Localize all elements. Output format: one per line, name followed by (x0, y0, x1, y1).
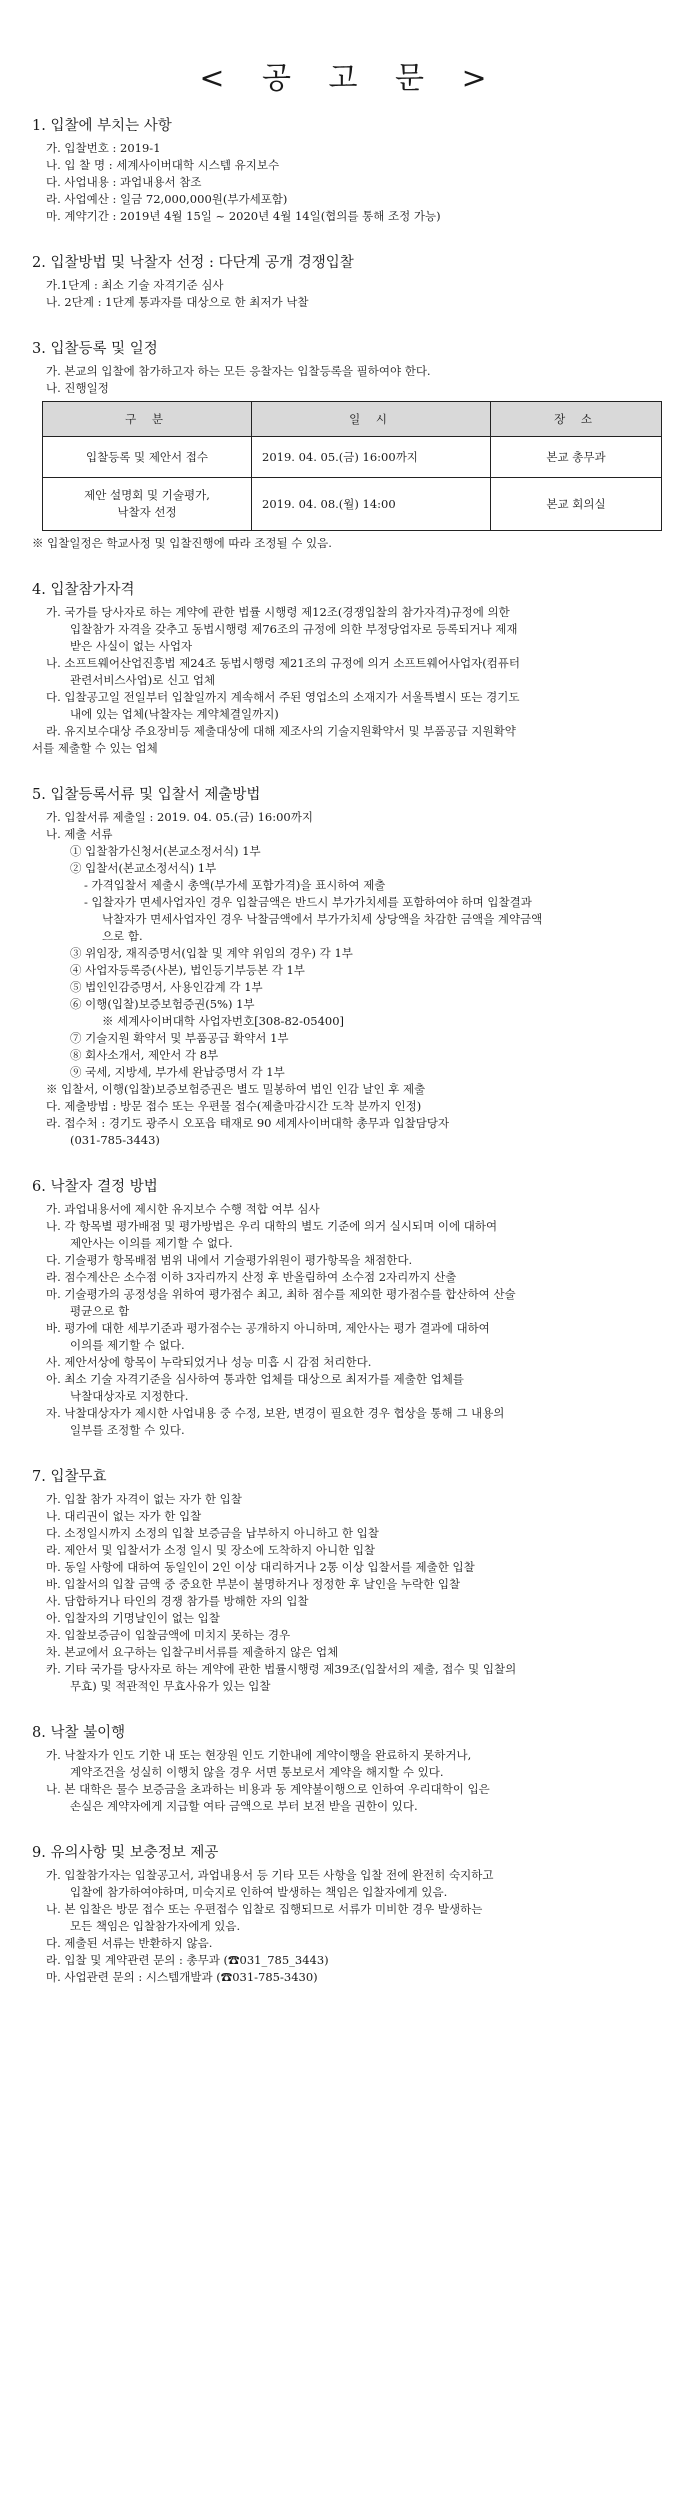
section-title: 1. 입찰에 부치는 사항 (32, 118, 172, 134)
table-header-cell: 일 시 (252, 402, 491, 437)
document-item: ⑧ 회사소개서, 제안서 각 8부 (70, 1048, 219, 1062)
list-item: 나. 본 대학은 물수 보증금을 초과하는 비용과 동 계약불이행으로 인하여 우리대학이 입은 (46, 1782, 490, 1796)
section-title: 9. 유의사항 및 보충정보 제공 (32, 1845, 219, 1861)
list-item: 가. 입찰서류 제출일 : 2019. 04. 05.(금) 16:00까지 (46, 810, 313, 824)
list-item: 나. 본 입찰은 방문 접수 또는 우편접수 입찰로 집행되므로 서류가 미비한 경우 발생하는 (46, 1902, 483, 1916)
list-item: 마. 계약기간 : 2019년 4월 15일 ~ 2020년 4월 14일(협의를 통해 조정 가능) (46, 209, 441, 223)
list-item: 마. 동일 사항에 대하여 동일인이 2인 이상 대리하거나 2통 이상 입찰서를 제출한 입찰 (46, 1560, 475, 1574)
section-title: 5. 입찰등록서류 및 입찰서 제출방법 (32, 787, 261, 803)
table-header-cell: 장 소 (491, 402, 662, 437)
section-registration-schedule (0, 339, 700, 552)
section-title: 2. 입찰방법 및 낙찰자 선정 : 다단계 공개 경쟁입찰 (32, 255, 354, 271)
cell-text: 낙찰자 선정 (117, 505, 177, 519)
list-item: 다. 입찰공고일 전일부터 입찰일까지 계속해서 주된 영업소의 소재지가 서울특별시 또는 경기도 (46, 690, 520, 704)
document-item: ⑨ 국세, 지방세, 부가세 완납증명서 각 1부 (70, 1065, 285, 1079)
list-item: 라. 사업예산 : 일금 72,000,000원(부가세포함) (46, 192, 288, 206)
document-item: ① 입찰참가신청서(본교소정서식) 1부 (70, 844, 261, 858)
section-title: 3. 입찰등록 및 일정 (32, 341, 158, 357)
cell-text: 입찰등록 및 제안서 접수 (85, 449, 209, 464)
table-header-row (43, 402, 662, 437)
list-item: 가. 국가를 당사자로 하는 계약에 관한 법률 시행령 제12조(경쟁입찰의 참가자격)규정에 의한 (46, 605, 510, 619)
document-subitem-cont: 낙찰자가 면세사업자인 경우 낙찰금액에서 부가가치세 상당액을 차감한 금액을 계약금액 (102, 912, 543, 926)
list-item: 라. 접수처 : 경기도 광주시 오포읍 태재로 90 세계사이버대학 총무과 입찰담당자 (46, 1116, 450, 1130)
document-item: ④ 사업자등록증(사본), 법인등기부등본 각 1부 (70, 963, 305, 977)
table-cell (43, 437, 252, 478)
table-header-cell: 구 분 (43, 402, 252, 437)
list-item: 가. 본교의 입찰에 참가하고자 하는 모든 응찰자는 입찰등록을 필하여야 한다. (46, 364, 431, 378)
list-item-cont: 관련서비스사업)로 신고 업체 (70, 673, 216, 687)
list-item: 아. 입찰자의 기명날인이 없는 입찰 (46, 1611, 220, 1625)
list-item: 나. 진행일정 (46, 381, 109, 395)
list-item: 라. 유지보수대상 주요장비등 제출대상에 대해 제조사의 기술지원확약서 및 부품공급 지원확약 (46, 724, 516, 738)
submission-note: ※ 입찰서, 이행(입찰)보증보험증권은 별도 밀봉하여 법인 인감 날인 후 제출 (46, 1082, 426, 1096)
section-title: 4. 입찰참가자격 (32, 582, 135, 598)
list-item: 가. 입찰참가자는 입찰공고서, 과업내용서 등 기타 모든 사항을 입찰 전에 완전히 숙지하고 (46, 1868, 494, 1882)
contact-item: 마. 사업관련 문의 : 시스템개발과 (☎031-785-3430) (46, 1970, 318, 1984)
table-cell: 본교 회의실 (491, 478, 662, 531)
list-item: 나. 각 항목별 평가배점 및 평가방법은 우리 대학의 별도 기준에 의거 실시되며 이에 대하여 (46, 1219, 498, 1233)
list-item-cont: 서를 제출할 수 있는 업체 (32, 741, 158, 755)
schedule-note: ※ 입찰일정은 학교사정 및 입찰진행에 따라 조정될 수 있음. (32, 536, 332, 550)
list-item-cont: 일부를 조정할 수 있다. (70, 1423, 185, 1437)
list-item: 나. 소프트웨어산업진흥법 제24조 동법시행령 제21조의 규정에 의거 소프트웨어사업자(컴퓨터 (46, 656, 521, 670)
document-item: ⑥ 이행(입찰)보증보험증권(5%) 1부 (70, 997, 255, 1011)
list-item-cont: 평균으로 함 (70, 1304, 130, 1318)
list-item: 가. 과업내용서에 제시한 유지보수 수행 적합 여부 심사 (46, 1202, 320, 1216)
section-title: 8. 낙찰 불이행 (32, 1725, 126, 1741)
table-cell: 2019. 04. 05.(금) 16:00까지 (252, 437, 491, 478)
section-notes-info (0, 1843, 700, 1986)
section-award-method (0, 1177, 700, 1439)
list-item: 가. 입찰번호 : 2019-1 (46, 141, 161, 155)
document-item: ⑤ 법인인감증명서, 사용인감계 각 1부 (70, 980, 263, 994)
list-item-cont: 계약조건을 성실히 이행치 않을 경우 서면 통보로서 계약을 해지할 수 있다. (70, 1765, 444, 1779)
list-item: 자. 입찰보증금이 입찰금액에 미치지 못하는 경우 (46, 1628, 291, 1642)
table-cell: 2019. 04. 08.(월) 14:00 (252, 478, 491, 531)
document-item: ② 입찰서(본교소정서식) 1부 (70, 861, 217, 875)
table-row (43, 437, 662, 478)
page-title: < 공 고 문 > (199, 61, 501, 96)
list-item: 가.1단계 : 최소 기술 자격기준 심사 (46, 278, 224, 292)
section-title: 7. 입찰무효 (32, 1469, 107, 1485)
list-item: 자. 낙찰대상자가 제시한 사업내용 중 수정, 보완, 변경이 필요한 경우 협상을 통해 그 내용의 (46, 1406, 505, 1420)
document-note: ※ 세계사이버대학 사업자번호[308-82-05400] (102, 1014, 345, 1028)
list-item: 나. 제출 서류 (46, 827, 113, 841)
document-item: ③ 위임장, 재직증명서(입찰 및 계약 위임의 경우) 각 1부 (70, 946, 353, 960)
section-title: 6. 낙찰자 결정 방법 (32, 1179, 158, 1195)
list-item-cont: 손실은 계약자에게 지급할 여타 금액으로 부터 보전 받을 권한이 있다. (70, 1799, 418, 1813)
list-item-cont: 입찰에 참가하여야하며, 미숙지로 인하여 발생하는 책임은 입찰자에게 있음. (70, 1885, 448, 1899)
document-item: ⑦ 기술지원 확약서 및 부품공급 확약서 1부 (70, 1031, 289, 1045)
table-cell (43, 478, 252, 531)
document-subitem-cont: 으로 함. (102, 929, 143, 943)
document-subitem: - 가격입찰서 제출시 총액(부가세 포함가격)을 표시하여 제출 (84, 878, 386, 892)
list-item-cont: 받은 사실이 없는 사업자 (70, 639, 193, 653)
list-item: 마. 기술평가의 공정성을 위하여 평가점수 최고, 최하 점수를 제외한 평가점수를 합산하여 산술 (46, 1287, 516, 1301)
table-row (43, 478, 662, 531)
list-item: 라. 점수계산은 소수점 이하 3자리까지 산정 후 반올림하여 소수점 2자리까지 산출 (46, 1270, 457, 1284)
list-item-cont: 내에 있는 업체(낙찰자는 계약체결일까지) (70, 707, 279, 721)
list-item: 다. 제출방법 : 방문 접수 또는 우편물 접수(제출마감시간 도착 분까지 인정) (46, 1099, 422, 1113)
list-item-cont: 이의를 제기할 수 없다. (70, 1338, 185, 1352)
list-item-cont: 제안사는 이의를 제기할 수 없다. (70, 1236, 233, 1250)
section-invalid-bids (0, 1467, 700, 1695)
section-eligibility (0, 580, 700, 757)
cell-text: 제안 설명회 및 기술평가, (84, 488, 210, 502)
contact-item: 라. 입찰 및 계약관련 문의 : 총무과 (☎031_785_3443) (46, 1953, 329, 1967)
list-item: 나. 대리권이 없는 자가 한 입찰 (46, 1509, 202, 1523)
section-submission (0, 785, 700, 1149)
list-item-cont: 무효) 및 적관적인 무효사유가 있는 입찰 (70, 1679, 271, 1693)
list-item: 사. 제안서상에 항목이 누락되었거나 성능 미흡 시 감점 처리한다. (46, 1355, 372, 1369)
list-item: 나. 2단계 : 1단계 통과자를 대상으로 한 최저가 낙찰 (46, 295, 309, 309)
section-bid-method (0, 253, 700, 311)
list-item: 다. 제출된 서류는 반환하지 않음. (46, 1936, 213, 1950)
list-item: 카. 기타 국가를 당사자로 하는 계약에 관한 법률시행령 제39조(입찰서의 제출, 접수 및 입찰의 (46, 1662, 517, 1676)
document-subitem: - 입찰자가 면세사업자인 경우 입찰금액은 반드시 부가가치세를 포함하여야 하며 입찰결과 (84, 895, 532, 909)
list-item-cont: 낙찰대상자로 지정한다. (70, 1389, 189, 1403)
contact-phone: (031-785-3443) (70, 1133, 160, 1147)
list-item: 바. 평가에 대한 세부기준과 평가점수는 공개하지 아니하며, 제안사는 평가 결과에 대하여 (46, 1321, 490, 1335)
list-item: 가. 낙찰자가 인도 기한 내 또는 현장원 인도 기한내에 계약이행을 완료하지 못하거나, (46, 1748, 472, 1762)
section-nonperformance (0, 1723, 700, 1815)
section-bid-items (0, 116, 700, 225)
list-item: 다. 기술평가 항목배점 범위 내에서 기술평가위원이 평가항목을 채점한다. (46, 1253, 413, 1267)
list-item: 바. 입찰서의 입찰 금액 중 중요한 부분이 불명하거나 정정한 후 날인을 누락한 입찰 (46, 1577, 461, 1591)
list-item: 사. 담합하거나 타인의 경쟁 참가를 방해한 자의 입찰 (46, 1594, 309, 1608)
list-item-cont: 모든 책임은 입찰참가자에게 있음. (70, 1919, 241, 1933)
table-cell: 본교 총무과 (491, 437, 662, 478)
list-item-cont: 입찰참가 자격을 갖추고 동법시행령 제76조의 규정에 의한 부정당업자로 등록되거나 제재 (70, 622, 518, 636)
schedule-table (42, 401, 662, 531)
list-item: 나. 입 찰 명 : 세계사이버대학 시스템 유지보수 (46, 158, 280, 172)
list-item: 라. 제안서 및 입찰서가 소정 일시 및 장소에 도착하지 아니한 입찰 (46, 1543, 376, 1557)
list-item: 아. 최소 기술 자격기준을 심사하여 통과한 업체를 대상으로 최저가를 제출한 업체를 (46, 1372, 464, 1386)
list-item: 가. 입찰 참가 자격이 없는 자가 한 입찰 (46, 1492, 242, 1506)
list-item: 다. 소정일시까지 소정의 입찰 보증금을 납부하지 아니하고 한 입찰 (46, 1526, 379, 1540)
list-item: 차. 본교에서 요구하는 입찰구비서류를 제출하지 않은 업체 (46, 1645, 339, 1659)
list-item: 다. 사업내용 : 과업내용서 참조 (46, 175, 202, 189)
